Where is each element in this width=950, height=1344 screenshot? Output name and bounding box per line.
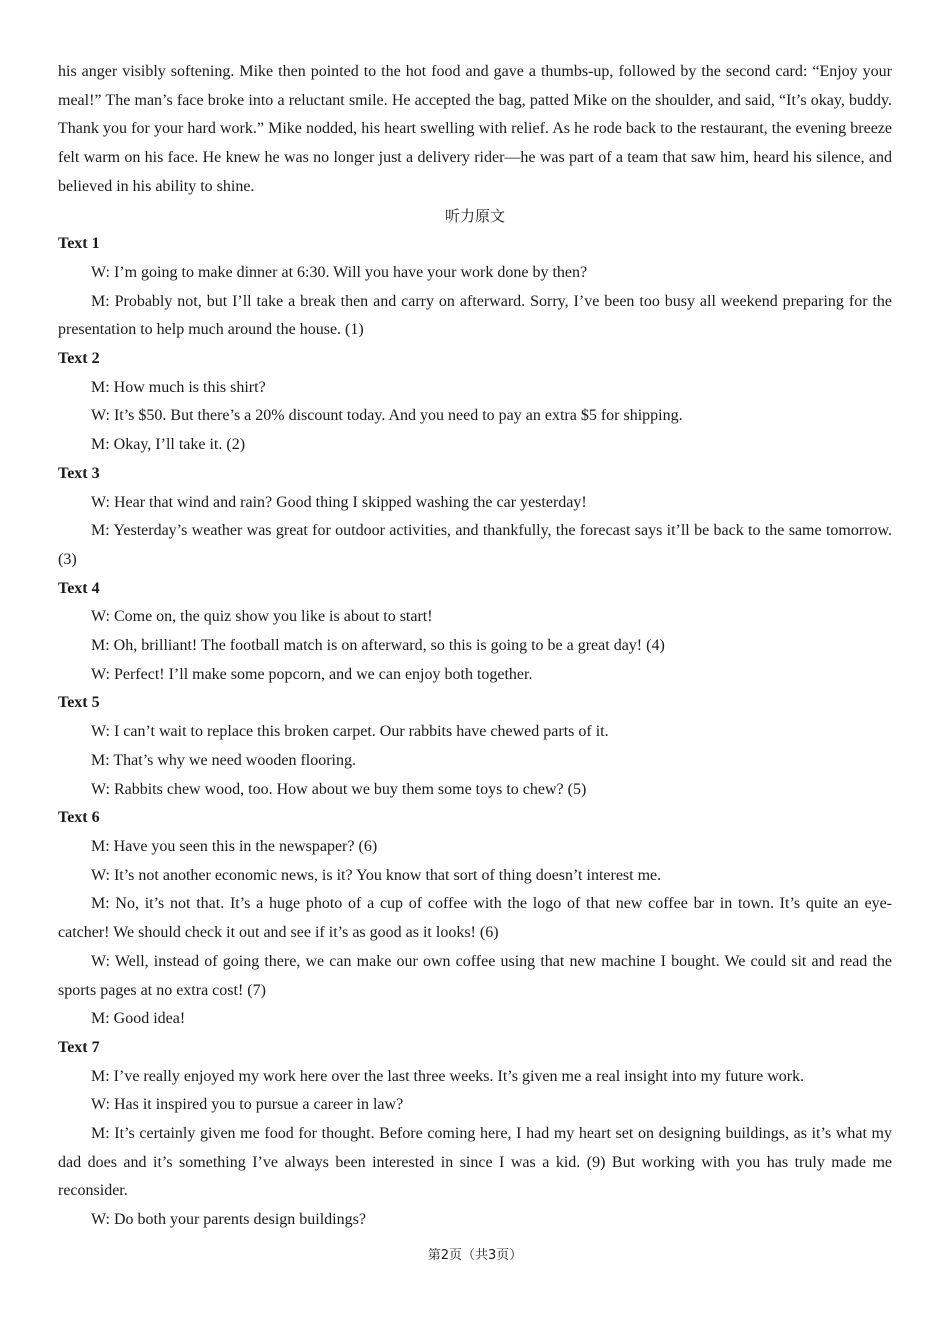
dialogue-line: W: Rabbits chew wood, too. How about we buy them some toys to chew? (5) [91,780,587,798]
dialogue-line: M: Probably not, but I’ll take a break then and carry on afterward. Sorry, I’ve been too busy all weekend preparing for the presentation to help much around the house. (1) [58,292,892,339]
dialogue-line: M: That’s why we need wooden flooring. [91,751,356,769]
dialogue-line: W: Hear that wind and rain? Good thing I skipped washing the car yesterday! [91,493,587,511]
dialogue-line: W: Perfect! I’ll make some popcorn, and we can enjoy both together. [91,665,533,683]
text-heading: Text 5 [58,694,100,712]
dialogue-line: W: I’m going to make dinner at 6:30. Will you have your work done by then? [91,263,588,281]
dialogue-line: M: Oh, brilliant! The football match is on afterward, so this is going to be a great day! (4) [91,637,665,655]
section-title: 听力原文 [444,206,505,225]
dialogue-line: W: I can’t wait to replace this broken carpet. Our rabbits have chewed parts of it. [91,723,609,741]
intro-paragraph: his anger visibly softening. Mike then pointed to the hot food and gave a thumbs-up, followed by the second card: “Enjoy your meal!” The man’s face broke into a reluctant smile. He accepted the bag, patted Mike on the shoulder, and said, “It’s okay, buddy. Thank you for your hard work.” Mike nodded, his heart swelling with relief. As he rode back to the restaurant, the evening breeze felt warm on his face. He knew he was no longer just a delivery rider—he was part of a team that saw him, heard his silence, and believed in his ability to shine. [58,63,892,195]
dialogue-line: W: Well, instead of going there, we can make our own coffee using that new machine I bought. We could sit and read the sports pages at no extra cost! (7) [58,952,892,999]
text-heading: Text 2 [58,350,100,368]
text-heading: Text 7 [58,1038,100,1056]
document-page [58,58,892,1235]
page-footer: 第2页（共3页） [427,1248,523,1263]
dialogue-line: M: Yesterday’s weather was great for outdoor activities, and thankfully, the forecast says it’ll be back to the same tomorrow. (3) [58,522,892,568]
text-heading: Text 4 [58,579,100,597]
dialogue-line: W: It’s not another economic news, is it? You know that sort of thing doesn’t interest me. [91,866,662,884]
listening-transcript [58,230,892,1235]
dialogue-line: W: It’s $50. But there’s a 20% discount today. And you need to pay an extra $5 for shipping. [91,407,683,425]
dialogue-line: M: Have you seen this in the newspaper? (6) [91,837,378,855]
dialogue-line: M: No, it’s not that. It’s a huge photo of a cup of coffee with the logo of that new coffee bar in town. It’s quite an eye-catcher! We should check it out and see if it’s as good as it looks! (6) [58,895,892,942]
dialogue-line: M: It’s certainly given me food for thought. Before coming here, I had my heart set on designing buildings, as it’s what my dad does and it’s something I’ve always been interested in since I was a kid. (9) But working with you has truly made me reconsider. [58,1125,892,1200]
dialogue-line: M: Okay, I’ll take it. (2) [91,436,246,454]
dialogue-line: M: Good idea! [91,1010,186,1028]
text-heading: Text 3 [58,464,100,482]
dialogue-line: M: I’ve really enjoyed my work here over the last three weeks. It’s given me a real insight into my future work. [91,1067,805,1085]
dialogue-line: W: Do both your parents design buildings? [91,1211,366,1229]
dialogue-line: M: How much is this shirt? [91,378,266,396]
dialogue-line: W: Has it inspired you to pursue a career in law? [91,1096,404,1114]
dialogue-line: W: Come on, the quiz show you like is about to start! [91,608,433,626]
text-heading: Text 6 [58,809,100,827]
text-heading: Text 1 [58,235,100,253]
